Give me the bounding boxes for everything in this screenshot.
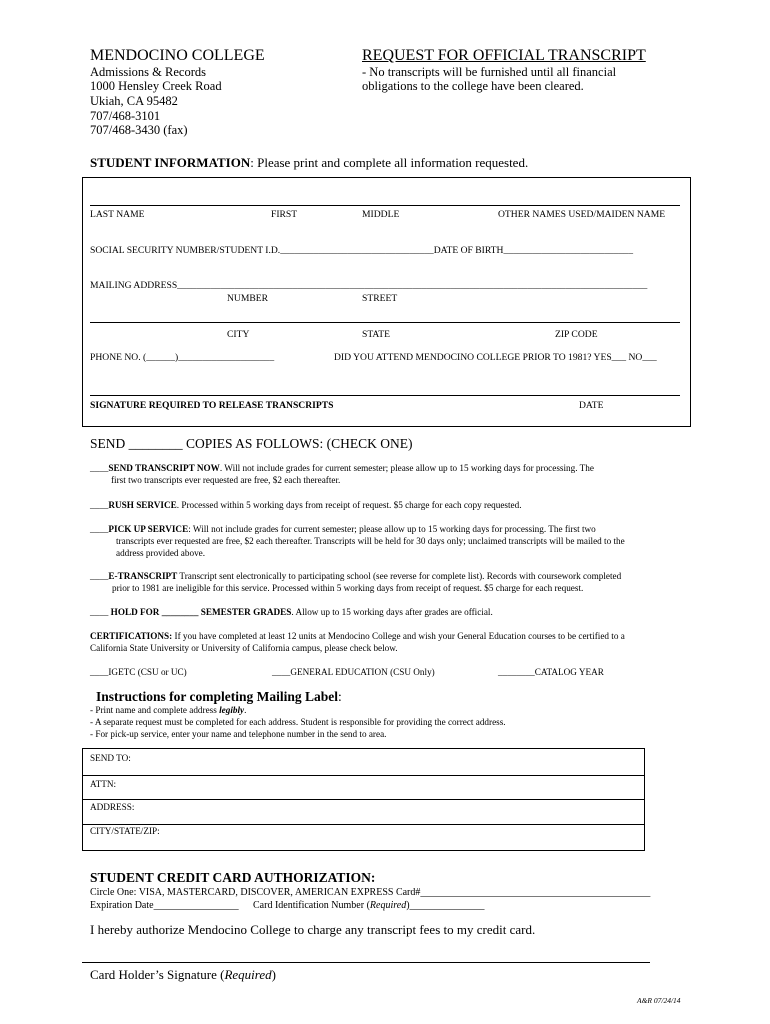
option-text: . Allow up to 15 working days after grades are official. — [291, 607, 493, 617]
address-line: Ukiah, CA 95482 — [90, 94, 178, 108]
student-info-heading — [90, 156, 528, 169]
college-name: MENDOCINO COLLEGE — [90, 47, 265, 64]
address-line: 1000 Hensley Creek Road — [90, 79, 222, 93]
option-pick-up[interactable] — [90, 525, 596, 534]
street-label: STREET — [362, 293, 398, 304]
general-education-option[interactable]: ____GENERAL EDUCATION (CSU Only) — [272, 667, 435, 677]
instruction-bullet: - For pick-up service, enter your name and telephone number in the send to area. — [90, 729, 387, 739]
bullet-end: . — [244, 705, 247, 715]
form-title: REQUEST FOR OFFICIAL TRANSCRIPT — [362, 47, 646, 64]
check-blank[interactable]: ____ — [90, 524, 109, 534]
option-label: RUSH SERVICE — [108, 500, 177, 510]
card-id-blank[interactable]: )_______________ — [406, 900, 485, 911]
option-text: Transcript sent electronically to participating school (see reverse for complete list). Records with coursework completed — [177, 571, 622, 581]
form-code: A&R 07/24/14 — [637, 996, 681, 1005]
notice-line: - No transcripts will be furnished until all financial — [362, 65, 617, 79]
igetc-option[interactable]: ____IGETC (CSU or UC) — [90, 667, 187, 677]
option-e-transcript[interactable] — [90, 572, 621, 581]
label-end: ) — [271, 967, 276, 982]
city-state-zip-input[interactable] — [92, 309, 682, 323]
send-to-field[interactable]: SEND TO: — [90, 753, 131, 763]
signature-line — [90, 395, 680, 396]
prior-1981-field[interactable]: DID YOU ATTEND MENDOCINO COLLEGE PRIOR TO 1981? YES___ NO___ — [334, 352, 657, 363]
card-type-number-field[interactable]: Circle One: VISA, MASTERCARD, DISCOVER, AMERICAN EXPRESS Card#______________________________________________ — [90, 887, 651, 898]
city-line — [90, 322, 680, 323]
state-label: STATE — [362, 329, 391, 340]
address-line: 707/468-3101 — [90, 109, 161, 123]
cert-line: California State University or University of California campus, please check below. — [90, 643, 398, 653]
authorization-statement: I hereby authorize Mendocino College to charge any transcript fees to my credit card. — [90, 922, 536, 937]
last-name-label: LAST NAME — [90, 209, 145, 220]
row-divider — [82, 775, 644, 776]
middle-label: MIDDLE — [362, 209, 400, 220]
mailing-label-heading — [96, 690, 342, 704]
other-names-label: OTHER NAMES USED/MAIDEN NAME — [498, 209, 666, 220]
check-blank[interactable]: ____ — [90, 571, 109, 581]
address-field[interactable]: ADDRESS: — [90, 802, 135, 812]
name-input[interactable] — [92, 192, 682, 206]
option-hold[interactable] — [90, 608, 493, 617]
card-holder-signature-input[interactable] — [84, 948, 652, 962]
row-divider — [82, 824, 644, 825]
heading-text: Instructions for completing Mailing Label — [96, 689, 339, 704]
option-label: E-TRANSCRIPT — [108, 571, 178, 581]
certifications-label: CERTIFICATIONS: — [90, 631, 173, 641]
credit-card-heading: STUDENT CREDIT CARD AUTHORIZATION: — [90, 870, 376, 885]
address-line: 707/468-3430 (fax) — [90, 123, 188, 137]
cert-line: If you have completed at least 12 units at Mendocino College and wish your General Education courses to be certified to a — [172, 631, 625, 641]
option-text: first two transcripts ever requested are free, $2 each thereafter. — [111, 475, 341, 485]
bullet-emphasis: legibly — [219, 705, 245, 715]
option-send-now[interactable] — [90, 464, 594, 473]
signature-line — [82, 962, 650, 963]
option-text: . Processed within 5 working days from receipt of request. $5 charge for each copy requested. — [176, 500, 522, 510]
name-line — [90, 205, 680, 206]
ssn-dob-field[interactable]: SOCIAL SECURITY NUMBER/STUDENT I.D.________________________________DATE OF BIRTH___________________________ — [90, 245, 633, 256]
option-text: . Will not include grades for current semester; please allow up to 15 working days for processing. The — [219, 463, 594, 473]
expiration-date-field[interactable]: Expiration Date_________________ — [90, 900, 239, 911]
row-divider — [82, 799, 644, 800]
option-rush[interactable] — [90, 501, 522, 510]
label-text: Card Holder’s Signature ( — [90, 967, 225, 982]
card-holder-signature-label — [90, 968, 276, 981]
signature-label: SIGNATURE REQUIRED TO RELEASE TRANSCRIPTS — [90, 400, 334, 411]
phone-field[interactable]: PHONE NO. (______)____________________ — [90, 352, 275, 363]
instruction-bullet: - A separate request must be completed for each address. Student is responsible for providing the correct address. — [90, 717, 506, 727]
card-id-field[interactable] — [253, 901, 485, 911]
instruction-text: : Please print and complete all information requested. — [250, 155, 529, 170]
zip-label: ZIP CODE — [555, 329, 598, 340]
send-copies-heading[interactable]: SEND ________ COPIES AS FOLLOWS: (CHECK ONE) — [90, 436, 413, 451]
first-label: FIRST — [271, 209, 298, 220]
bullet-text: - Print name and complete address — [90, 705, 220, 715]
option-text: : Will not include grades for current semester; please allow up to 15 working days for processing. The first two — [188, 524, 596, 534]
check-blank[interactable]: ____ — [90, 500, 109, 510]
check-blank[interactable]: ____ — [90, 607, 109, 617]
mailing-address-field[interactable]: MAILING ADDRESS__________________________________________________________________________________________________ — [90, 280, 648, 291]
check-blank[interactable]: ____ — [90, 463, 109, 473]
address-line: Admissions & Records — [90, 65, 206, 79]
attn-field[interactable]: ATTN: — [90, 779, 117, 789]
certifications-text — [90, 632, 625, 641]
number-label: NUMBER — [227, 293, 269, 304]
heading-colon: : — [338, 689, 342, 704]
signature-input[interactable] — [92, 382, 682, 396]
city-label: CITY — [227, 329, 250, 340]
required-label: Required — [224, 967, 272, 982]
option-label: HOLD FOR ________ SEMESTER GRADES — [108, 607, 292, 617]
heading-text: STUDENT INFORMATION — [90, 155, 251, 170]
required-label: Required — [369, 900, 407, 911]
instruction-bullet — [90, 706, 246, 715]
date-label: DATE — [579, 400, 604, 411]
card-id-label: Card Identification Number ( — [253, 900, 370, 911]
option-label: PICK UP SERVICE — [108, 524, 189, 534]
option-label: SEND TRANSCRIPT NOW — [108, 463, 220, 473]
option-text: prior to 1981 are ineligible for this service. Processed within 5 working days from receipt of request. $5 charge for each request. — [112, 583, 584, 593]
catalog-year-field[interactable]: ________CATALOG YEAR — [498, 667, 604, 677]
option-text: transcripts ever requested are free, $2 each thereafter. Transcripts will be held for 30 days only; unclaimed transcripts will be mailed to the — [116, 536, 625, 546]
city-state-zip-field[interactable]: CITY/STATE/ZIP: — [90, 826, 160, 836]
notice-line: obligations to the college have been cleared. — [362, 79, 584, 93]
option-text: address provided above. — [116, 548, 206, 558]
